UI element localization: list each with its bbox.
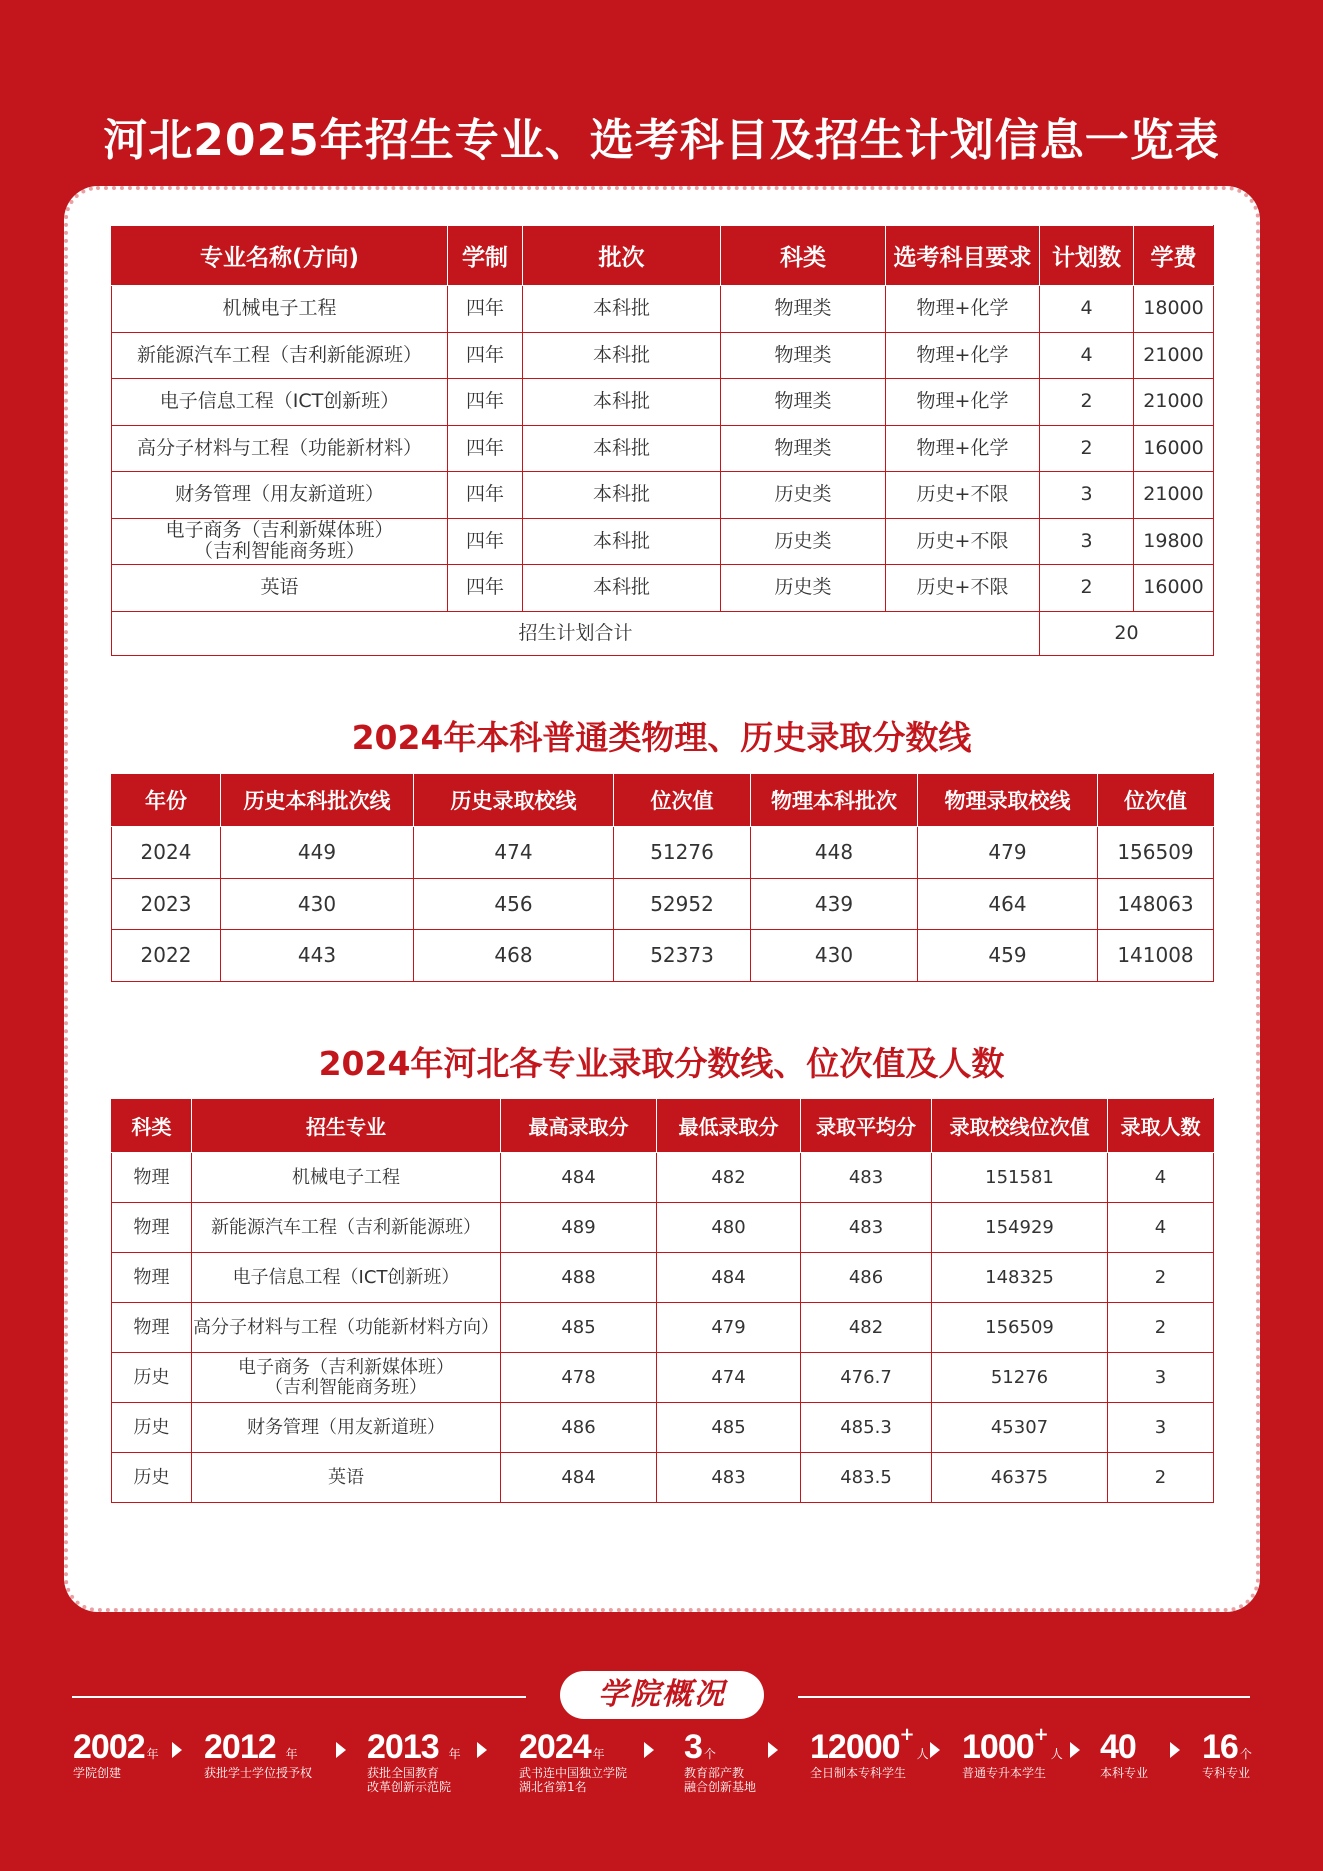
table-row [112,518,1214,565]
col-header: 批次 [523,226,721,286]
plan-cell: 4 [1040,286,1134,333]
category-cell: 物理 [112,1153,192,1203]
major-cell [192,1353,501,1403]
col-header: 计划数 [1040,226,1134,286]
major-score-table [111,1098,1214,1503]
min-cell: 479 [657,1303,801,1353]
total-row [112,611,1214,655]
col-header: 最低录取分 [657,1099,801,1153]
table-header-row [112,1099,1214,1153]
major-cell: 高分子材料与工程（功能新材料） [112,425,448,472]
stat-desc: 本科专业 [1100,1766,1149,1780]
major-cell-line: （吉利智能商务班） [193,540,365,563]
max-cell: 484 [501,1153,657,1203]
score-cell: 52373 [614,930,751,982]
stat-plus: + [1033,1724,1049,1745]
score-line-title: 2024年本科普通类物理、历史录取分数线 [351,718,972,757]
col-header: 最高录取分 [501,1099,657,1153]
stat-number: 2002 [73,1728,145,1766]
batch-cell: 本科批 [523,565,721,612]
arrow-right-icon [172,1742,182,1758]
subjects-cell: 历史+不限 [886,518,1040,565]
stat-desc: 湖北省第1名 [519,1780,587,1794]
col-header: 位次值 [1098,774,1214,827]
min-cell: 480 [657,1203,801,1253]
major-cell [112,518,448,565]
col-header: 年份 [112,774,221,827]
major-cell: 财务管理（用友新道班） [112,472,448,519]
table-row [112,1453,1214,1503]
total-value: 20 [1040,611,1214,655]
table-row [112,1303,1214,1353]
col-header: 历史本科批次线 [221,774,414,827]
fee-cell: 19800 [1134,518,1214,565]
avg-cell: 486 [801,1253,932,1303]
avg-cell: 483.5 [801,1453,932,1503]
table-row [112,1153,1214,1203]
major-cell: 电子信息工程（ICT创新班） [192,1253,501,1303]
stat-desc: 获批全国教育 [367,1766,440,1780]
major-cell-line: 电子商务（吉利新媒体班） [165,519,394,542]
stat-desc: 融合创新基地 [684,1780,757,1794]
table-row [112,472,1214,519]
max-cell: 488 [501,1253,657,1303]
fee-cell: 16000 [1134,565,1214,612]
category-cell: 历史 [112,1453,192,1503]
stat-number: 2013 [367,1728,439,1766]
stat-degree [204,1728,312,1781]
table-header-row [112,226,1214,286]
score-cell: 2024 [112,827,221,879]
subjects-cell: 历史+不限 [886,565,1040,612]
count-cell: 2 [1108,1303,1214,1353]
rank-cell: 46375 [932,1453,1108,1503]
score-cell: 439 [751,878,918,930]
stat-ranking [519,1728,627,1795]
score-cell: 456 [414,878,614,930]
stat-desc: 教育部产教 [684,1766,745,1780]
arrow-right-icon [644,1742,654,1758]
table-row [112,878,1214,930]
score-cell: 448 [751,827,918,879]
arrow-right-icon [336,1742,346,1758]
arrow-right-icon [930,1742,940,1758]
category-cell: 物理类 [721,332,886,379]
stat-number: 40 [1100,1728,1136,1766]
table-row [112,1403,1214,1453]
category-cell: 物理类 [721,379,886,426]
stat-number: 1000 [962,1728,1034,1766]
col-header: 历史录取校线 [414,774,614,827]
category-cell: 历史类 [721,472,886,519]
batch-cell: 本科批 [523,425,721,472]
col-header: 专业名称(方向) [112,226,448,286]
stat-unit: 年 [592,1747,605,1761]
table-row [112,332,1214,379]
col-header: 学费 [1134,226,1214,286]
max-cell: 486 [501,1403,657,1453]
stat-founded [73,1728,159,1781]
fee-cell: 21000 [1134,332,1214,379]
major-cell: 机械电子工程 [112,286,448,333]
major-cell-line: （吉利智能商务班） [265,1376,427,1398]
major-cell: 英语 [192,1453,501,1503]
stat-unit: 个 [703,1747,716,1761]
plan-cell: 2 [1040,379,1134,426]
min-cell: 485 [657,1403,801,1453]
avg-cell: 483 [801,1203,932,1253]
arrow-right-icon [1070,1742,1080,1758]
score-cell: 141008 [1098,930,1214,982]
score-cell: 2022 [112,930,221,982]
stat-number: 16 [1202,1728,1238,1766]
col-header: 物理本科批次 [751,774,918,827]
fee-cell: 18000 [1134,286,1214,333]
stat-unit: 人 [916,1747,929,1761]
subjects-cell: 物理+化学 [886,425,1040,472]
stat-reform [367,1728,461,1795]
major-cell: 英语 [112,565,448,612]
score-cell: 468 [414,930,614,982]
major-cell: 电子信息工程（ICT创新班） [112,379,448,426]
col-header: 录取校线位次值 [932,1099,1108,1153]
table-row [112,827,1214,879]
batch-cell: 本科批 [523,332,721,379]
count-cell: 2 [1108,1453,1214,1503]
score-cell: 148063 [1098,878,1214,930]
col-header: 录取人数 [1108,1099,1214,1153]
major-score-title: 2024年河北各专业录取分数线、位次值及人数 [318,1044,1005,1083]
score-cell: 459 [918,930,1098,982]
table-row [112,1203,1214,1253]
fee-cell: 16000 [1134,425,1214,472]
stat-desc: 学院创建 [73,1766,122,1780]
score-cell: 2023 [112,878,221,930]
score-cell: 479 [918,827,1098,879]
stat-unit: 个 [1239,1747,1252,1761]
stat-plus: + [899,1724,915,1745]
col-header: 选考科目要求 [886,226,1040,286]
stat-unit: 人 [1050,1747,1063,1761]
category-cell: 物理类 [721,286,886,333]
subjects-cell: 物理+化学 [886,286,1040,333]
table-header-row [112,774,1214,827]
table-row [112,425,1214,472]
stat-number: 12000 [810,1728,900,1766]
footer-divider-left [72,1696,526,1698]
footer-divider-right [798,1696,1250,1698]
score-cell: 156509 [1098,827,1214,879]
score-cell: 464 [918,878,1098,930]
plan-cell: 4 [1040,332,1134,379]
total-label: 招生计划合计 [112,611,1040,655]
count-cell: 3 [1108,1403,1214,1453]
stat-students [810,1724,929,1781]
years-cell: 四年 [448,472,523,519]
batch-cell: 本科批 [523,379,721,426]
score-cell: 474 [414,827,614,879]
category-cell: 物理类 [721,425,886,472]
table-row [112,1253,1214,1303]
batch-cell: 本科批 [523,472,721,519]
stat-number: 2024 [519,1728,591,1766]
major-cell: 高分子材料与工程（功能新材料方向） [192,1303,501,1353]
col-header: 招生专业 [192,1099,501,1153]
rank-cell: 51276 [932,1353,1108,1403]
max-cell: 489 [501,1203,657,1253]
rank-cell: 148325 [932,1253,1108,1303]
stat-desc: 改革创新示范院 [367,1780,452,1794]
min-cell: 482 [657,1153,801,1203]
arrow-right-icon [477,1742,487,1758]
col-header: 物理录取校线 [918,774,1098,827]
avg-cell: 476.7 [801,1353,932,1403]
years-cell: 四年 [448,425,523,472]
rank-cell: 154929 [932,1203,1108,1253]
table-row [112,286,1214,333]
table-row [112,930,1214,982]
category-cell: 物理 [112,1253,192,1303]
score-line-table [111,773,1214,982]
category-cell: 物理 [112,1303,192,1353]
stat-unit: 年 [285,1747,298,1761]
max-cell: 485 [501,1303,657,1353]
stat-unit: 年 [146,1747,159,1761]
fee-cell: 21000 [1134,472,1214,519]
score-cell: 430 [751,930,918,982]
count-cell: 4 [1108,1153,1214,1203]
avg-cell: 483 [801,1153,932,1203]
category-cell: 历史 [112,1353,192,1403]
col-header: 录取平均分 [801,1099,932,1153]
stat-number: 2012 [204,1728,276,1766]
category-cell: 物理 [112,1203,192,1253]
subjects-cell: 物理+化学 [886,379,1040,426]
max-cell: 484 [501,1453,657,1503]
major-cell: 新能源汽车工程（吉利新能源班） [112,332,448,379]
stat-desc: 普通专升本学生 [962,1766,1047,1780]
stat-bachelor-majors [1100,1728,1148,1781]
stat-desc: 全日制本专科学生 [810,1766,907,1780]
table-row [112,379,1214,426]
enrollment-plan-table [111,225,1214,656]
col-header: 科类 [112,1099,192,1153]
major-cell: 新能源汽车工程（吉利新能源班） [192,1203,501,1253]
count-cell: 2 [1108,1253,1214,1303]
rank-cell: 151581 [932,1153,1108,1203]
score-cell: 430 [221,878,414,930]
arrow-right-icon [1170,1742,1180,1758]
major-cell: 机械电子工程 [192,1153,501,1203]
avg-cell: 485.3 [801,1403,932,1453]
min-cell: 474 [657,1353,801,1403]
col-header: 学制 [448,226,523,286]
score-cell: 449 [221,827,414,879]
stat-desc: 武书连中国独立学院 [519,1766,628,1780]
score-cell: 51276 [614,827,751,879]
table-row [112,1353,1214,1403]
major-cell: 财务管理（用友新道班） [192,1403,501,1453]
avg-cell: 482 [801,1303,932,1353]
count-cell: 4 [1108,1203,1214,1253]
stat-number: 3 [684,1728,702,1766]
min-cell: 484 [657,1253,801,1303]
subjects-cell: 历史+不限 [886,472,1040,519]
score-cell: 52952 [614,878,751,930]
rank-cell: 45307 [932,1403,1108,1453]
stat-upgrade [962,1724,1063,1781]
plan-cell: 2 [1040,425,1134,472]
fee-cell: 21000 [1134,379,1214,426]
plan-cell: 2 [1040,565,1134,612]
stat-bases [684,1728,756,1795]
count-cell: 3 [1108,1353,1214,1403]
page-title: 河北2025年招生专业、选考科目及招生计划信息一览表 [103,115,1220,166]
max-cell: 478 [501,1353,657,1403]
years-cell: 四年 [448,565,523,612]
table-row [112,565,1214,612]
category-cell: 历史 [112,1403,192,1453]
category-cell: 历史类 [721,518,886,565]
major-cell-line: 电子商务（吉利新媒体班） [238,1356,454,1378]
arrow-right-icon [768,1742,778,1758]
college-overview-badge: 学院概况 [560,1671,764,1719]
subjects-cell: 物理+化学 [886,332,1040,379]
score-cell: 443 [221,930,414,982]
col-header: 科类 [721,226,886,286]
min-cell: 483 [657,1453,801,1503]
stat-college-majors [1202,1728,1252,1781]
rank-cell: 156509 [932,1303,1108,1353]
years-cell: 四年 [448,518,523,565]
category-cell: 历史类 [721,565,886,612]
batch-cell: 本科批 [523,286,721,333]
years-cell: 四年 [448,286,523,333]
plan-cell: 3 [1040,518,1134,565]
batch-cell: 本科批 [523,518,721,565]
plan-cell: 3 [1040,472,1134,519]
years-cell: 四年 [448,379,523,426]
col-header: 位次值 [614,774,751,827]
stat-desc: 专科专业 [1202,1766,1251,1780]
stat-desc: 获批学士学位授予权 [204,1766,313,1780]
stat-unit: 年 [448,1747,461,1761]
years-cell: 四年 [448,332,523,379]
